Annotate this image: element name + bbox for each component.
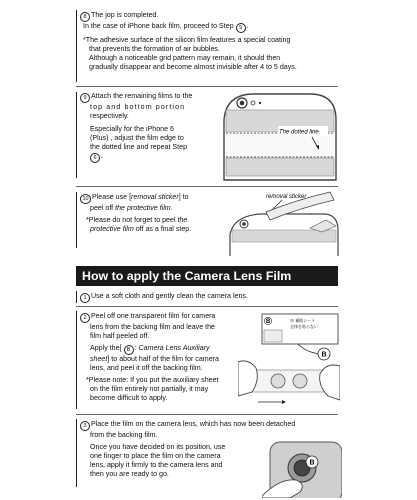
lens-apply-illustration — [262, 436, 342, 498]
auxiliary-sheet-illustration — [238, 310, 340, 412]
step8-note2b: gradually disappear and become almost invisible after 4 to 5 days. — [89, 63, 297, 71]
step10-line4-post: off as a final step. — [133, 225, 192, 233]
step8-ref-number: 9 — [236, 23, 246, 33]
c2-line2: lens from the backing film and leave the — [90, 323, 215, 331]
c2-note1: *Please note: If you put the auxiliary sheet — [86, 376, 219, 384]
step9-line6: the dotted line and repeat Step — [90, 143, 188, 151]
step8-line2-text: In the case of iPhone back film, proceed to Step — [83, 22, 236, 30]
step10-line2-italic: the protective film. — [115, 204, 173, 212]
c2-line1 — [80, 312, 240, 323]
step10-line1-post: ] to — [178, 193, 189, 201]
c2-line3: film half peeled off. — [90, 332, 150, 340]
c2-number: 2 — [80, 313, 90, 323]
step10-line2-pre: peel off — [90, 204, 116, 212]
c2-note3: become difficult to apply. — [90, 394, 168, 402]
step8-line1: The jop is completed. — [91, 11, 159, 19]
c2-b-marker: B — [124, 345, 134, 355]
step9-number: 9 — [80, 93, 90, 103]
step8-heading — [80, 11, 350, 22]
mic-icon — [259, 102, 261, 104]
step10-line3-italic: the — [177, 216, 188, 224]
c2-left-rule — [76, 311, 77, 409]
step8-note1a: *The adhesive surface of the silicon film features a special coating — [83, 36, 291, 44]
hand-right — [320, 365, 340, 400]
removal-sticker-callout: removal sticker — [266, 194, 307, 200]
c3-line2: from the backing film. — [90, 431, 158, 439]
step8-note2a: Although a noticeable grid pattern may remain, it should then — [89, 54, 281, 62]
step8-section — [80, 11, 350, 72]
step9-divider — [76, 186, 338, 187]
c2-note2: on the film entirely not partially, it may — [90, 385, 209, 393]
c3-number: 3 — [80, 421, 90, 431]
c1-number: 1 — [80, 293, 90, 303]
step10-number: 10 — [80, 194, 91, 204]
step10-section — [80, 193, 230, 234]
step9-line1 — [80, 92, 220, 103]
dotted-line-callout: The dotted line — [279, 129, 319, 136]
c3-line6: then you are ready to go. — [90, 470, 169, 478]
step8-divider — [76, 86, 338, 87]
step9-line2: top and bottom portion — [90, 103, 186, 111]
step10-line4-italic: protective film — [90, 225, 134, 233]
step10-left-rule — [76, 192, 77, 248]
bottom-film-band — [226, 158, 334, 176]
step9-line7 — [80, 152, 220, 163]
c1-left-rule — [76, 291, 77, 303]
step10-line2 — [80, 204, 230, 213]
c2-line1-text: Peel off one transparent film for camera — [91, 312, 216, 320]
step8-line2 — [80, 22, 350, 33]
c2-line5-italic: sheet — [90, 355, 108, 363]
step8-number: 8 — [80, 12, 90, 22]
c2-line5-post: ] to about half of the film for camera — [107, 355, 219, 363]
protective-film — [232, 230, 336, 242]
step8-line2-end: . — [246, 22, 249, 30]
c2-divider — [76, 414, 338, 415]
c2-section — [80, 312, 240, 403]
c3-line1 — [80, 420, 350, 431]
step10-line3-pre: *Please do not forget to peel — [86, 216, 178, 224]
step10-line1 — [80, 193, 230, 204]
step9-line7-end: . — [101, 152, 103, 160]
b-badge-label: B — [309, 459, 315, 467]
step10-line1-italic: removal sticker — [131, 193, 179, 201]
step9-line3: respectively. — [90, 112, 129, 120]
sheet-b-marker: B — [266, 319, 271, 325]
removal-sticker-illustration — [226, 190, 340, 256]
step10-line1-pre: Please use [ — [92, 193, 132, 201]
c1-text: Use a soft cloth and gently clean the camera lens. — [91, 292, 248, 300]
step9-left-rule — [76, 92, 77, 178]
b-badge-label: B — [321, 351, 327, 359]
sheet-label-1: ゆ 補助シート — [290, 318, 316, 323]
flash-icon — [251, 101, 255, 105]
sheet-label-2: 全体を貼らない — [290, 324, 318, 329]
c3-line3: Once you have decided on its position, use — [90, 443, 226, 451]
camera-lens-section-banner: How to apply the Camera Lens Film — [76, 266, 338, 286]
step10-line3 — [80, 216, 230, 225]
c3-line4: one finger to place the film on the camera — [90, 452, 221, 460]
step8-left-rule — [76, 10, 77, 82]
sheet-film-patch — [264, 330, 282, 342]
c3-left-rule — [76, 419, 77, 487]
c2-line5 — [80, 355, 240, 364]
step8-note1b: that prevents the formation of air bubbles. — [89, 45, 220, 53]
step10-line4 — [80, 225, 230, 234]
c1-divider — [76, 306, 338, 307]
phone-back-illustration — [220, 90, 340, 182]
c3-line1-text: Place the film on the camera lens, which has now been detached — [91, 420, 296, 428]
lens-film-2 — [293, 374, 307, 388]
c2-line4-italic: : Camera Lens Auxiliary — [134, 344, 210, 352]
step9-line1-text: Attach the remaining films to the — [91, 92, 193, 100]
step9-ref-number: 6 — [90, 153, 100, 163]
c2-line6: lens, and peel it off the backing film. — [90, 364, 203, 372]
step9-section — [80, 92, 220, 163]
step9-line5: (Plus) , adjust the film edge to — [90, 134, 184, 142]
c2-line4 — [80, 344, 240, 355]
c1-section — [80, 292, 340, 303]
c3-line5: lens, apply it firmly to the camera lens and — [90, 461, 223, 469]
step9-line4: Especially for the iPhone 6 — [90, 125, 174, 133]
lens-film-1 — [271, 374, 285, 388]
c2-line4-pre: Apply the[ — [90, 344, 124, 352]
